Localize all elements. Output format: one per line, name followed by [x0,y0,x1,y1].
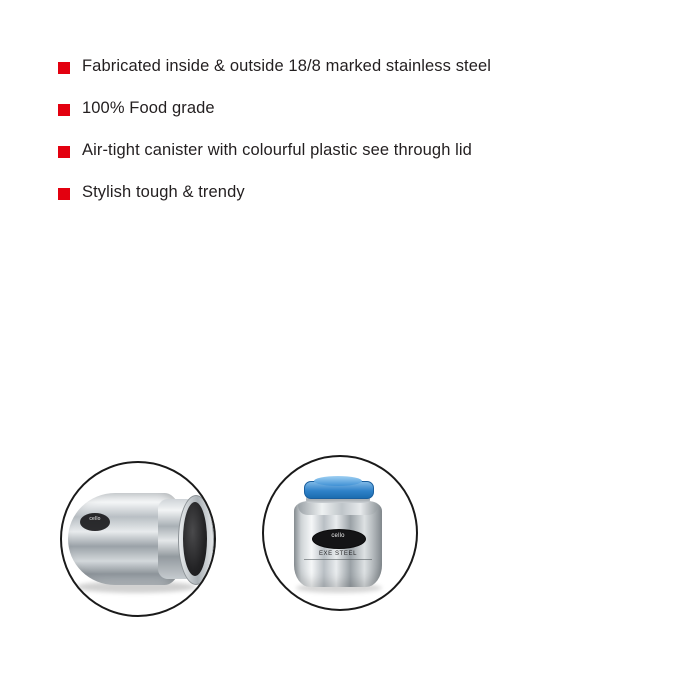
list-item [58,140,658,160]
divider [304,559,372,560]
square-bullet-icon [58,104,70,116]
open-canister-photo [60,461,216,617]
product-photo-row [0,455,700,625]
square-bullet-icon [58,188,70,200]
feature-list [58,56,658,224]
feature-text: 100% Food grade [82,99,215,117]
open-canister-illustration [62,463,214,615]
product-line-label: EXE STEEL [318,551,358,557]
list-item [58,98,658,118]
brand-badge [312,529,366,549]
brand-badge-label: cello [331,533,345,539]
closed-canister-illustration [264,457,416,609]
feature-text: Air-tight canister with colourful plastic see through lid [82,141,472,159]
square-bullet-icon [58,146,70,158]
square-bullet-icon [58,62,70,74]
feature-text: Stylish tough & trendy [82,183,245,201]
brand-badge-label: cello [89,516,101,522]
list-item [58,56,658,76]
canister-opening [183,502,207,576]
feature-text: Fabricated inside & outside 18/8 marked stainless steel [82,57,492,75]
plastic-lid-top [314,476,362,486]
closed-canister-photo [262,455,418,611]
list-item [58,182,658,202]
